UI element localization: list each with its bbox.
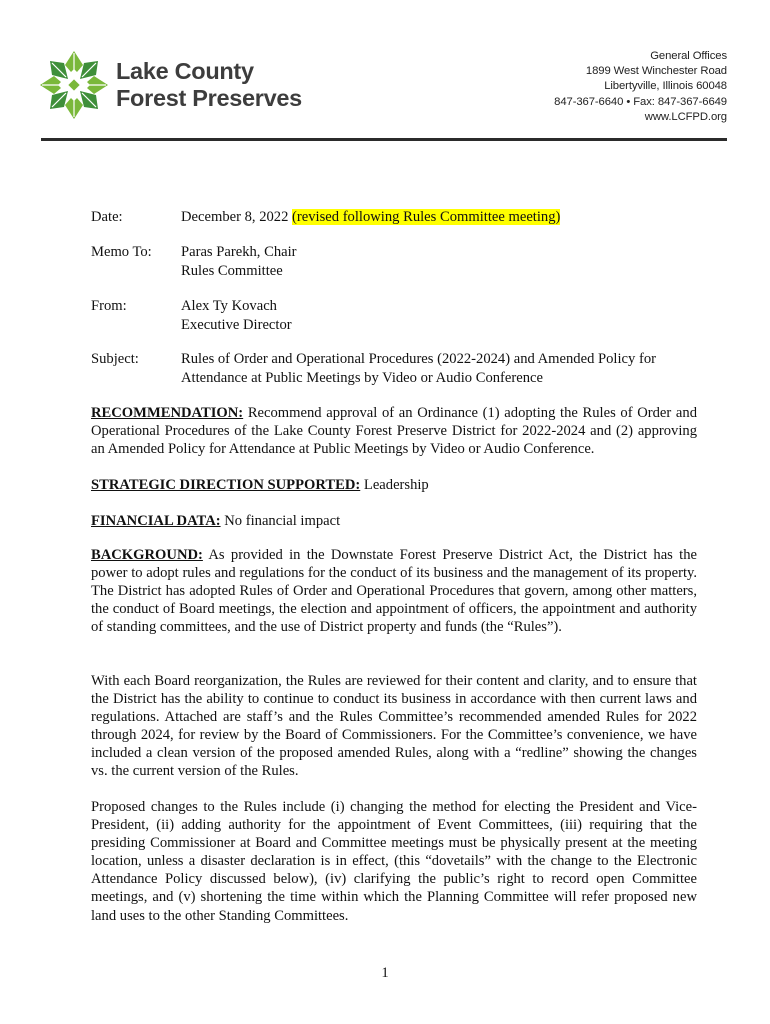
financial-heading: FINANCIAL DATA: [91, 513, 221, 529]
date-label: Date: [91, 209, 123, 225]
contact-phone-fax: 847-367-6640 • Fax: 847-367-6649 [554, 95, 727, 108]
strategic-heading: STRATEGIC DIRECTION SUPPORTED: [91, 477, 361, 493]
org-name-line1: Lake County [116, 58, 254, 84]
background-text: As provided in the Downstate Forest Preserve District Act, the District has the power to adopt rules and regulations for the conduct of its business and the management of its property. The District has adopted Rules of Order and Operational Procedures that govern, among other matters, the conduct of Board meetings, the election and appointment of officers, the appointment and authority of standing committees, and the use of District property and funds (the “Rules”). [91, 547, 697, 636]
contact-website: www.LCFPD.org [644, 110, 727, 123]
contact-address: 1899 West Winchester Road [585, 65, 727, 78]
recommendation-text: Recommend approval of an Ordinance (1) adopting the Rules of Order and Operational Procedures of the Lake County Forest Preserve District for 2022-2024 and (2) approving an Amended Policy for Attendance at Public Meetings by Video or Audio Conference. [91, 405, 697, 458]
memo-to-name: Paras Parekh, Chair [181, 244, 297, 260]
header-divider [41, 138, 727, 141]
background-heading: BACKGROUND: [91, 547, 203, 563]
page-number: 1 [381, 965, 389, 981]
org-name-line2: Forest Preserves [116, 85, 302, 111]
background-paragraph [91, 546, 697, 636]
strategic-paragraph [91, 476, 697, 494]
proposed-changes-paragraph: Proposed changes to the Rules include (i) changing the method for electing the President and Vice-President, (ii) adding authority for the appointment of Event Committees, (iii) requiring that the presiding Commissioner at Board and Committee meetings must be physically present at the meeting location, unless a disaster declaration is in effect, (this “dovetails” with the change to the Electronic Attendance Policy discussed below), (iv) clarifying the public’s right to record open Committee meetings, and (v) shortening the time within which the Planning Committee will refer proposed new land uses to the other Standing Committees. [91, 799, 697, 924]
date-value [181, 208, 560, 227]
review-paragraph: With each Board reorganization, the Rules are reviewed for their content and clarity, and to ensure that the District has the ability to continue to conduct its business in accordance with then current laws and regulations. Attached are staff’s and the Rules Committee’s recommended amended Rules for 2022 through 2024, for review by the Board of Commissioners. For the Committee’s convenience, we have included a clean version of the proposed amended Rules, along with a “redline” showing the changes vs. the current version of the Rules. [91, 673, 697, 780]
leaf-logo-icon [40, 50, 108, 120]
financial-text: No financial impact [220, 513, 341, 529]
contact-block [554, 49, 727, 125]
contact-city: Libertyville, Illinois 60048 [604, 80, 727, 93]
contact-office: General Offices [650, 50, 727, 62]
recommendation-heading: RECOMMENDATION: [91, 405, 244, 421]
from-title: Executive Director [181, 316, 292, 333]
memo-to-title: Rules Committee [181, 262, 283, 279]
financial-paragraph [91, 512, 697, 530]
recommendation-paragraph [91, 404, 697, 458]
strategic-text: Leadership [360, 477, 429, 493]
from-name: Alex Ty Kovach [181, 298, 277, 314]
subject-label: Subject: [91, 351, 139, 367]
memo-to-label: Memo To: [91, 244, 152, 260]
subject-line2: Attendance at Public Meetings by Video or Audio Conference [181, 369, 543, 386]
date-text: December 8, 2022 [181, 209, 293, 225]
revision-note: (revised following Rules Committee meeting) [292, 209, 561, 225]
from-label: From: [91, 298, 127, 314]
subject-line1: Rules of Order and Operational Procedures (2022-2024) and Amended Policy for [181, 351, 656, 367]
